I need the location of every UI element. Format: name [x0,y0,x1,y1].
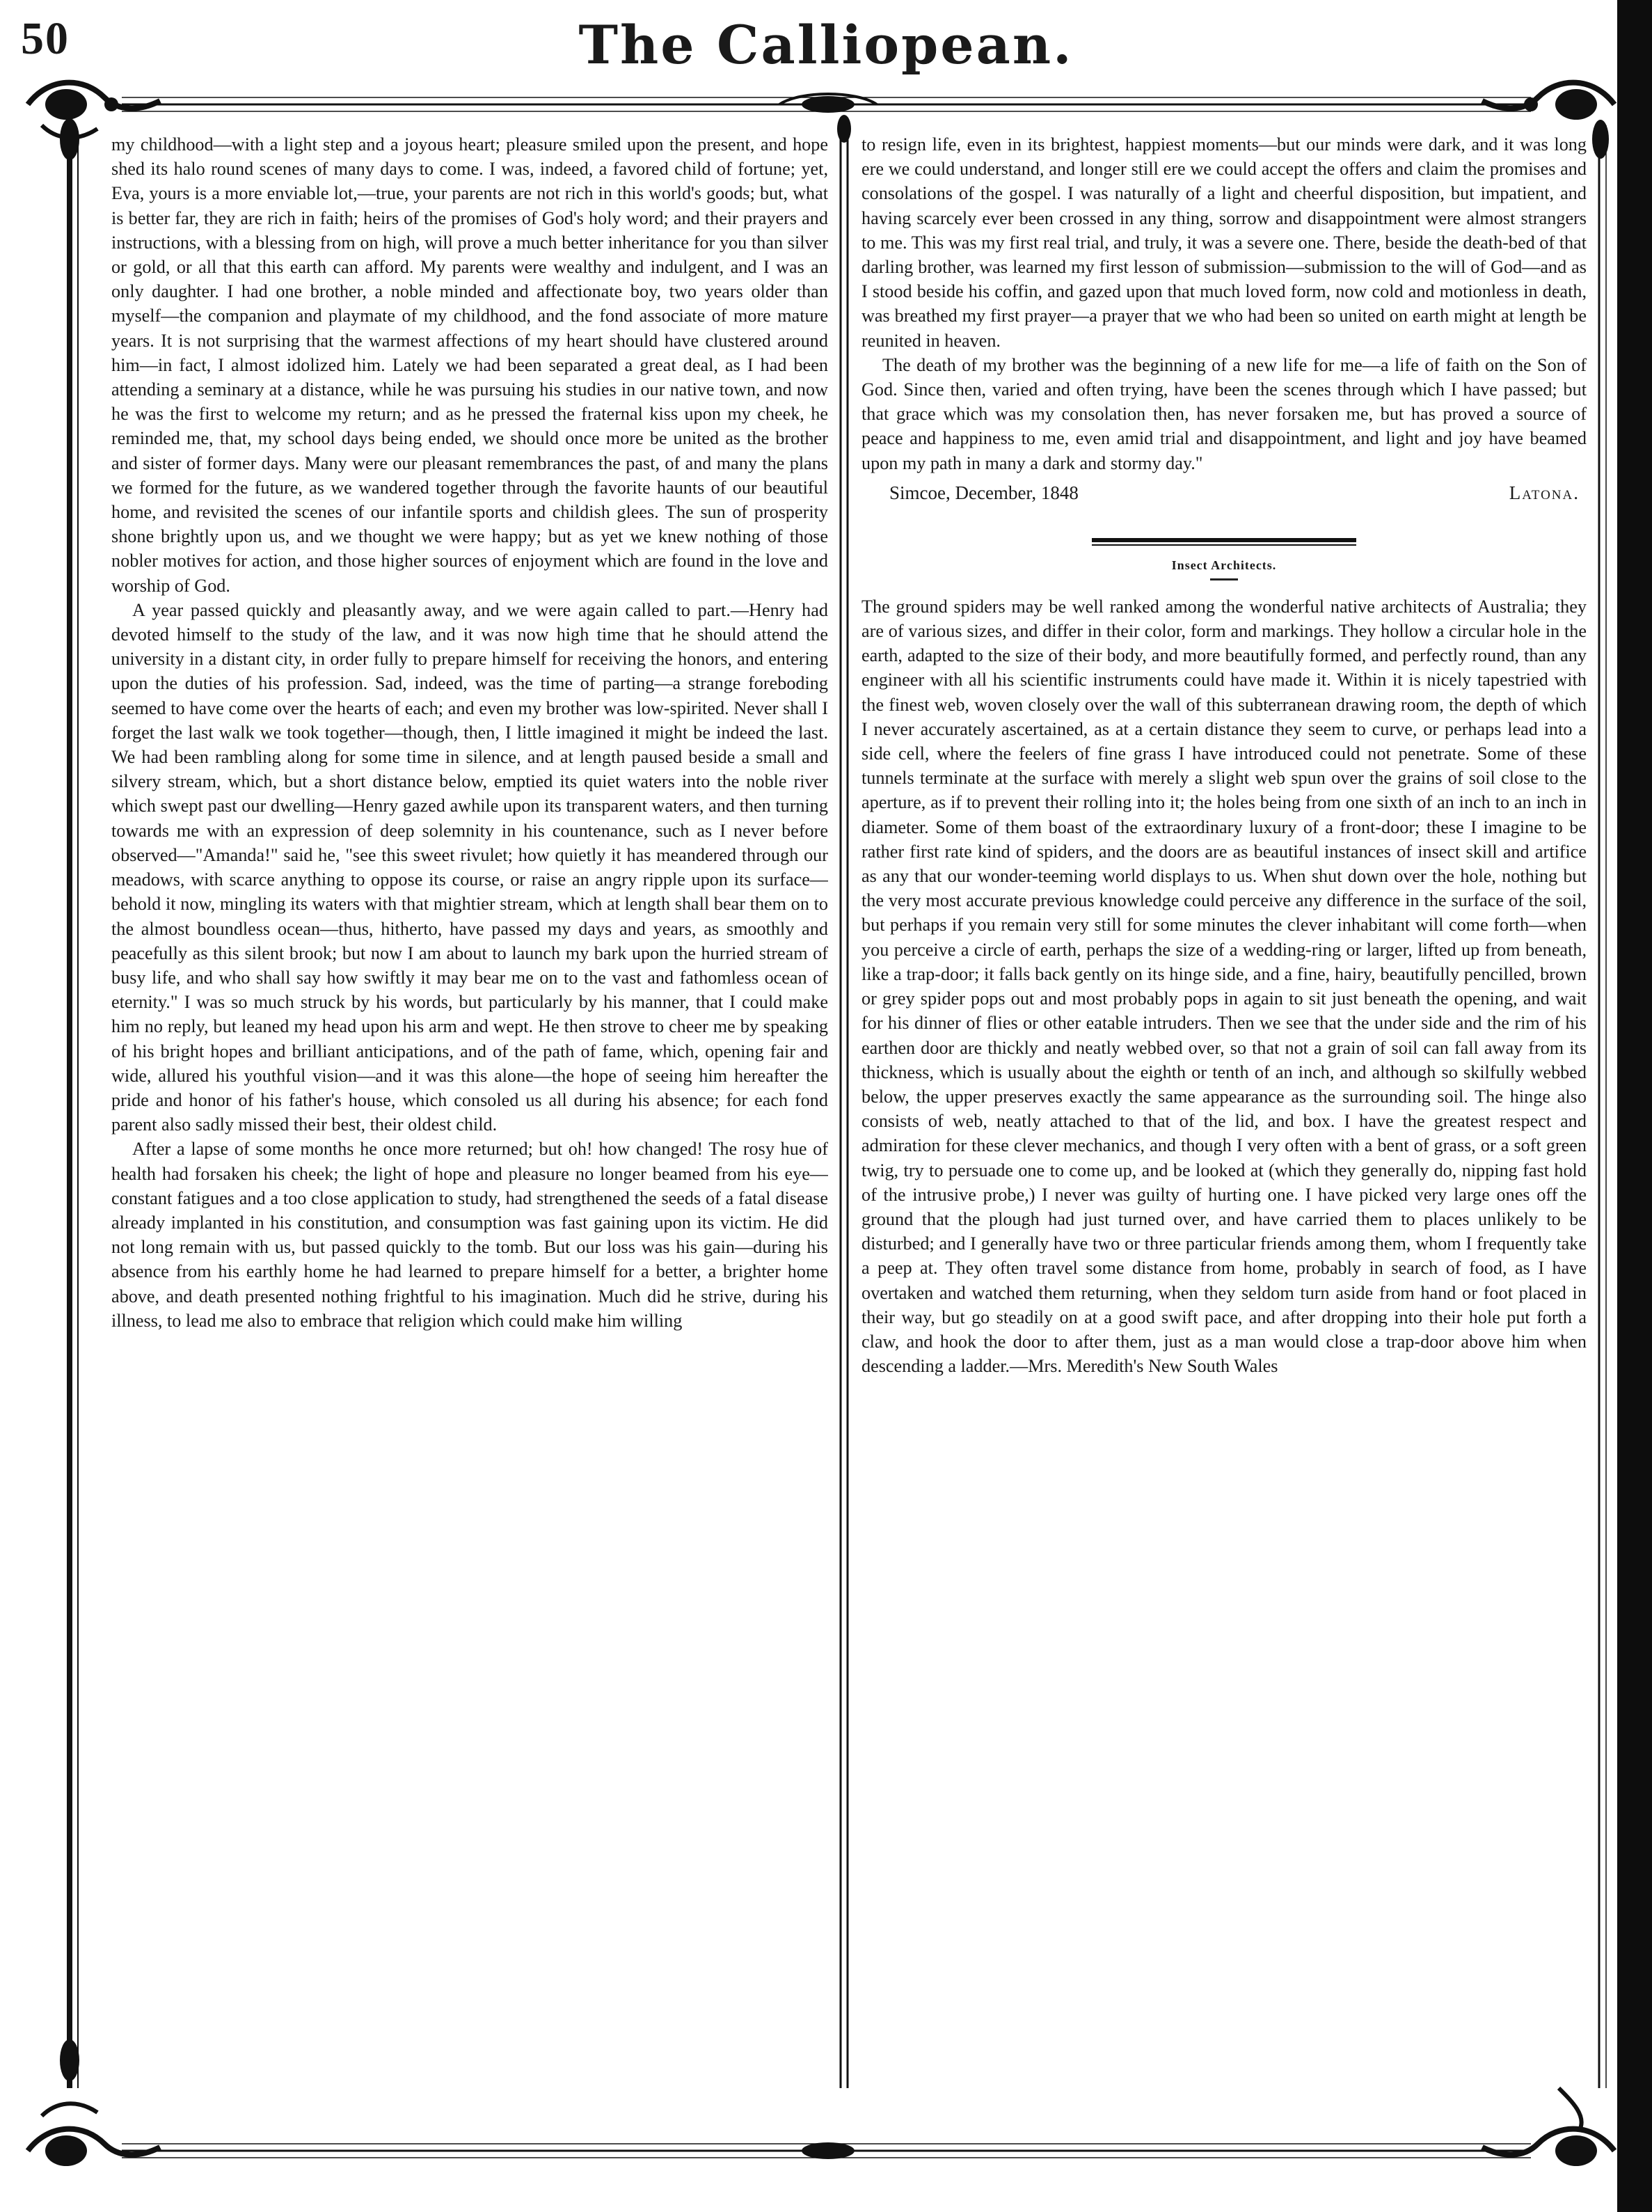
scan-edge-bar [1617,0,1652,2212]
letter-signoff [861,482,1587,510]
page-number: 50 [21,13,70,64]
left-column [111,132,828,2151]
section-divider [1092,538,1356,546]
left-border [60,118,79,2088]
title-rule [1210,578,1238,580]
masthead-title: The Calliopean. [578,14,1074,76]
right-border [1592,120,1609,2088]
left-paragraph-3: After a lapse of some months he once more returned; but oh! how changed! The rosy hue of health had forsaken his cheek; the light of hope and pleasure no longer beamed from his eye—constant fatigues and a too close application to study, had strengthened the seeds of a fatal disease already implanted in his constitution, and consumption was fast gaining upon its victim. He did not long remain with us, but passed quickly to the tomb. But our loss was his gain—during his absence from his earthly home he had learned to prepare himself for a better, a brighter home above, and death presented nothing frightful to his imagination. Much did he strive, during his illness, to lead me also to embrace that religion which could make him willing [111,1139,828,1331]
top-ornament [28,83,1614,138]
section-paragraph-1: The ground spiders may be well ranked among the wonderful native architects of Australia; they are of various sizes, and differ in their color, form and markings. They hollow a circular hole in the earth, adapted to the size of their body, and more beautifully formed, and perfectly round, than any engineer with all his scientific instruments could have made it. Within it is nicely tapestried with the finest web, woven closely over the wall of this subterranean drawing room, the depth of which I never accurately ascertained, as at a certain distance they seem to curve, or perhaps lead into a side cell, where the feelers of fine grass I have introduced could not penetrate. Some of these tunnels terminate at the surface with merely a slight web spun over the grains of soil close to the aperture, as if to prevent their rolling into it; the holes being from one sixth of an inch to an inch in diameter. Some of them boast of the extraordinary luxury of a front-door; these I imagine to be rather first rate kind of spiders, and the doors are as beautiful instances of insect skill and artifice as any that our wonder-teeming world displays to us. When shut down over the hole, nothing but the very most accurate previous knowledge could perceive any difference in the surface of the soil, but perhaps if you remain very still for some minutes the clever inhabitant will come forth—when you perceive a circle of earth, perhaps the size of a wedding-ring or larger, lifted up from beneath, like a trap-door; it falls back gently on its hinge side, and a fine, hairy, beautifully pencilled, brown or grey spider pops out and most probably pops in again to sit just beneath the opening, and wait for his dinner of flies or other eatable intruders. Then we see that the under side and the rim of his earthen door are thickly and neatly webbed over, so that not a grain of soil can fall away from its thickness, which is usually about the eighth or tenth of an inch, and although so skilfully webbed below, the upper preserves exactly the same appearance as the surrounding soil. The hinge also consists of web, neatly attached to that of the lid, and box. I have the greatest respect and admiration for these clever mechanics, and though I very often with a bent of grass, or a soft green twig, try to persuade one to come up, and be looked at (which they generally do, nipping fast hold of the intrusive probe,) I never was guilty of hurting one. I have picked very large ones off the ground that the plough had just turned over, and have carried them to places unlikely to be disturbed; and I generally have two or three particular friends among them, whom I frequently take a peep at. They often travel some distance from home, probably in search of food, as I have overtaken and watched them returning, when they seldom turn aside from hand or foot placed in their way, but go steadily on at a good swift pace, and after dropping into their hole put forth a claw, and hook the door to after them, just as a man would close a trap-door above him when descending a ladder.—Mrs. Meredith's New South Wales [861,596,1587,1377]
right-paragraph-1: to resign life, even in its brightest, happiest moments—but our minds were dark, and it was long ere we could understand, and longer still ere we could accept the offers and claim the promises and consolations of the gospel. I was naturally of a light and cheerful disposition, but impatient, and having scarcely ever been crossed in any thing, sorrow and disappointment were almost strangers to me. This was my first real trial, and truly, it was a severe one. There, beside the death-bed of that darling brother, was learned my first lesson of submission—submission to the will of God—and as I stood beside his coffin, and gazed upon that much loved form, now cold and motionless in death, was breathed my first prayer—a prayer that we who had been so united on earth might at length be reunited in heaven. [861,134,1587,351]
right-paragraph-2: The death of my brother was the beginning of a new life for me—a life of faith on the Son of God. Since then, varied and often trying, have been the scenes through which I have passed; but that grace which was my consolation then, has never forsaken me, but has proved a source of peace and happiness to me, even amid trial and disappointment, and light and joy have beamed upon my path in many a dark and stormy day." [861,354,1587,473]
section-title: Insect Architects. [1171,558,1277,572]
left-paragraph-1: my childhood—with a light step and a joyous heart; pleasure smiled upon the present, and hope shed its halo round scenes of many days to come. I was, indeed, a favored child of fortune; yet, Eva, yours is a more enviable lot,—true, your parents are not rich in this world's goods; but, what is better far, they are rich in faith; heirs of the promises of God's holy word; and their prayers and instructions, with a blessing from on high, will prove a much better inheritance for you than silver or gold, or all that this earth can afford. My parents were wealthy and indulgent, and I was an only daughter. I had one brother, a noble minded and affectionate boy, two years older than myself—the companion and playmate of my childhood, and the fond associate of more mature years. It is not surprising that the warmest affections of my heart should have clustered around him—in fact, I almost idolized him. Lately we had been separated a great deal, as I had been attending a seminary at a distance, while he was pursuing his studies in our native town, and now he was the first to welcome my return; and as he pressed the fraternal kiss upon my cheek, he reminded me, that, my school days being ended, we should once more be united as the brother and sister of former days. Many were our pleasant remembrances the past, of and many the plans we formed for the future, as we wandered together through the favorite haunts of our beautiful home, and revisited the scenes of our infantile sports and childish glees. The sun of prosperity shone brightly upon us, and we thought we were happy; but as yet we knew nothing of those nobler motives for action, and those higher sources of enjoyment which are found in the love and worship of God. [111,134,828,596]
signoff-place-date: Simcoe, December, 1848 [889,482,1079,503]
left-paragraph-2: A year passed quickly and pleasantly away, and we were again called to part.—Henry had devoted himself to the study of the law, and it was now high time that he should attend the university in a distant city, in order fully to prepare himself for receiving the honors, and entering upon the duties of his profession. Sad, indeed, was the time of parting—a strange foreboding seemed to have come over the hearts of each; and even my brother was low-spirited. Never shall I forget the last walk we took together—though, then, I little imagined it might be indeed the last. We had been rambling along for some time in silence, and at length paused beside a small and silvery stream, which, but a short distance below, emptied its quiet waters into the noble river which swept past our dwelling—Henry gazed awhile upon its transparent waters, and then turning towards me with an expression of deep solemnity in his countenance, such as I never before observed—"Amanda!" said he, "see this sweet rivulet; how quietly it has meandered through our meadows, with scarce anything to oppose its course, or raise an angry ripple upon its surface—behold it now, mingling its waters with that mightier stream, which at length shall bear them on to the almost boundless ocean—thus, hitherto, have passed my days and years, as smoothly and peacefully as this silent brook; but now I am about to launch my bark upon the hurried stream of busy life, and who shall say how swiftly it may bear me on to the vast and fathomless ocean of eternity." I was so much struck by his words, but particularly by his manner, that I could make him no reply, but leaned my head upon his arm and wept. He then strove to cheer me by speaking of his bright hopes and brilliant anticipations, and of the path of fame, which, opening fair and wide, allured his youthful vision—and it was this alone—the hope of seeing him hereafter the pride and honor of his father's house, which consoled us all during his absence; for each fond parent also sadly missed their best, their oldest child. [111,599,828,1135]
right-column [861,132,1587,2151]
column-divider [837,115,851,2088]
signoff-author: Latona. [1509,482,1580,503]
